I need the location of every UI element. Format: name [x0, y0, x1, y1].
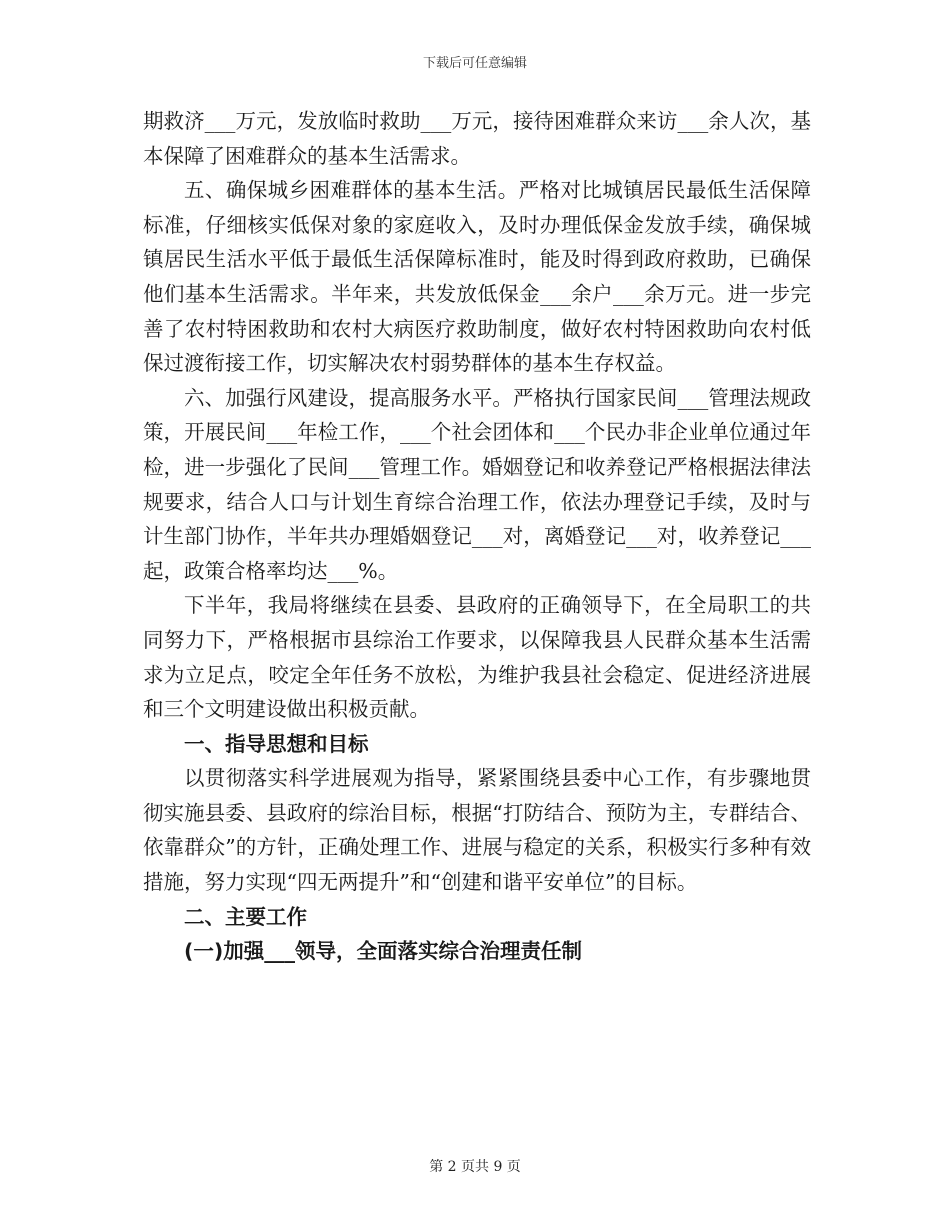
paragraph-4: 下半年，我局将继续在县委、县政府的正确领导下，在全局职工的共同努力下，严格根据市县综治工作要求，以保障我县人民群众基本生活需求为立足点，咬定全年任务不放松，为维护我县社会稳定、促进经济进展和三个文明建设做出积极贡献。 — [143, 593, 811, 722]
paragraph-1: 期救济___万元，发放临时救助___万元，接待困难群众来访___余人次，基本保障了困难群众的基本生活需求。 — [143, 109, 811, 168]
page-header: 下载后可任意编辑 — [422, 56, 527, 71]
subsection-heading-1: (一)加强___领导，全面落实综合治理责任制 — [184, 939, 582, 964]
paragraph-2: 五、确保城乡困难群体的基本生活。严格对比城镇居民最低生活保障标准，仔细核实低保对象的家庭收入，及时办理低保金发放手续，确保城镇居民生活水平低于最低生活保障标准时，能及时得到政府救助，已确保他们基本生活需求。半年来，共发放低保金___余户___余万元。进一步完善了农村特困救助和农村大病医疗救助制度，做好农村特困救助向农村低保过渡衔接工作，切实解决农村弱势群体的基本生存权益。 — [143, 178, 811, 376]
paragraph-3: 六、加强行风建设，提高服务水平。严格执行国家民间___管理法规政策，开展民间___年检工作，___个社会团体和___个民办非企业单位通过年检，进一步强化了民间___管理工作。婚姻登记和收养登记严格根据法律法规要求，结合人口与计划生育综合治理工作，依法办理登记手续，及时与计生部门协作，半年共办理婚姻登记___对，离婚登记___对，收养登记___起，政策合格率均达___%。 — [143, 385, 811, 583]
page-footer: 第 2 页共 9 页 — [429, 1159, 521, 1175]
section-heading-1: 一、指导思想和目标 — [184, 731, 369, 756]
document-body — [143, 104, 811, 969]
section-heading-2: 二、主要工作 — [184, 904, 307, 929]
paragraph-5: 以贯彻落实科学进展观为指导，紧紧围绕县委中心工作，有步骤地贯彻实施县委、县政府的综治目标，根据“打防结合、预防为主，专群结合、依靠群众”的方针，正确处理工作、进展与稳定的关系，积极实行多种有效措施，努力实现“四无两提升”和“创建和谐平安单位”的目标。 — [143, 766, 811, 895]
